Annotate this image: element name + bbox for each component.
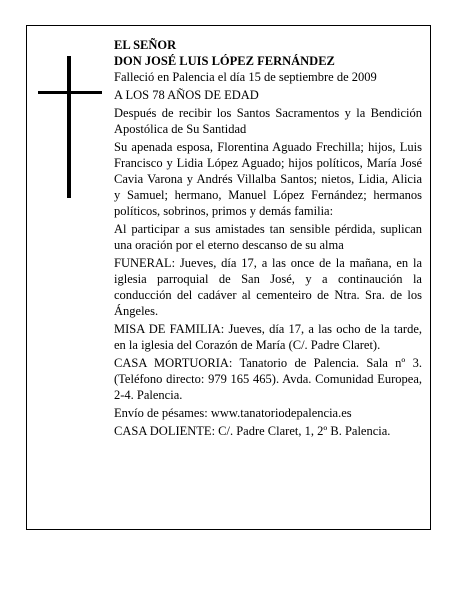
family-paragraph: Su apenada esposa, Florentina Aguado Frechilla; hijos, Luis Francisco y Lidia López Aguado; hijos políticos, María José Cavia Varona y Andrés Villalba Santos; nietos, Lidia, Alicia y Samuel; hermano, Manuel López Fernández; hermanos políticos, sobrinos, primos y demás familia: (114, 140, 422, 218)
funeral-home-paragraph: CASA MORTUORIA: Tanatorio de Palencia. Sala nº 3. (Teléfono directo: 979 165 465). Avda. Comunidad Europea, 2-4. Palencia. (114, 356, 422, 402)
deceased-name: DON JOSÉ LUIS LÓPEZ FERNÁNDEZ (114, 54, 335, 68)
cross-vertical-bar (67, 56, 71, 198)
family-mass-paragraph: MISA DE FAMILIA: Jueves, día 17, a las ocho de la tarde, en la iglesia del Corazón de María (C/. Padre Claret). (114, 322, 422, 352)
condolences-line: Envío de pésames: www.tanatoriodepalencia.es (114, 406, 352, 420)
prayer-paragraph: Al participar a sus amistades tan sensible pérdida, suplican una oración por el eterno descanso de su alma (114, 222, 422, 252)
funeral-paragraph: FUNERAL: Jueves, día 17, a las once de la mañana, en la iglesia parroquial de San José, y a continaución la conducción del cadáver al cementeiro de Ntra. Sra. de los Ángeles. (114, 256, 422, 318)
death-date: Falleció en Palencia el día 15 de septiembre de 2009 (114, 70, 377, 84)
family-home-line: CASA DOLIENTE: C/. Padre Claret, 1, 2º B. Palencia. (114, 424, 391, 438)
title-line-1: EL SEÑOR (114, 38, 177, 52)
sacraments-paragraph: Después de recibir los Santos Sacramentos y la Bendición Apostólica de Su Santidad (114, 106, 422, 136)
cross-horizontal-bar (38, 91, 102, 94)
obituary-text (114, 37, 422, 441)
age-line: A LOS 78 AÑOS DE EDAD (114, 88, 259, 102)
